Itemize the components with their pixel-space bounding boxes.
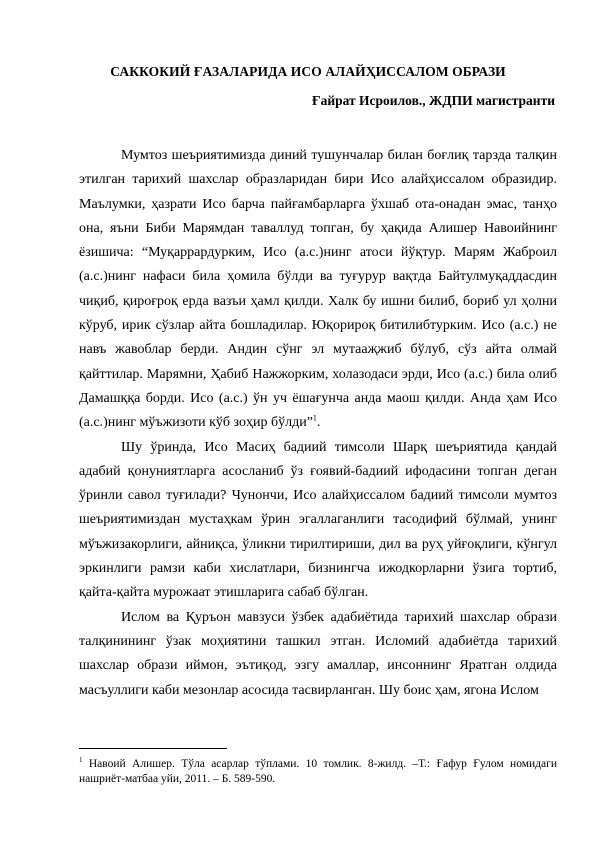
paragraph-1 [79,144,557,436]
footnote-ref[interactable]: 1 [312,413,317,423]
paragraph-3: Ислом ва Қуръон мавзуси ўзбек адабиётида тарихий шахслар образи талқинининг ўзак моҳиятини ташкил этган. Исломий адабиётда тарихий шахслар образи иймон, эътиқод, эзгу амаллар, инсоннинг Яратган олдида масъуллиги каби мезонлар асосида тасвирланган. Шу боис ҳам, ягона Ислом [79,609,557,698]
footnote-text: Навоий Алишер. Тўла асарлар тўплами. 10 томлик. 8-жилд. –Т.: Ғафур Ғулом номидаги нашриёт-матбаа уйи, 2011. – Б. 589-590. [79,758,558,785]
paragraph-1-text: Мумтоз шеъриятимизда диний тушунчалар билан боғлиқ тарзда талқин этилган тарихий шахслар образларидан бири Исо алайҳиссалом образидир. Маълумки, ҳазрати Исо барча пайғамбарларга ўхшаб ота-онадан эмас, танҳо она, яъни Биби Марямдан таваллуд топган, бу ҳақида Алишер Навоийнинг ёзишича: “Муқаррардурким, Исо (а.с.)нинг атоси йўқтур. Марям Жаброил (а.с.)нинг нафаси била ҳомила бўлди ва туғурур вақтда Байтулмуқаддасдин чиқиб, қироғроқ ерда вазъи ҳамл қилди. Халк бу ишни билиб, бориб ул ҳолни кўруб, ирик сўзлар айта бошладилар. Юқорироқ битилибтурким. Исо (а.с.) не навъ жавоблар берди. Андин сўнг эл мутааҗжиб бўлуб, сўз айта олмай қайттилар. Марямни, Ҳабиб Нажжорким, холазодаси эрди, Исо (а.с.) била олиб Дамашққа борди. Исо (а.с.) ўн уч ёшағунча анда маош қилди. Анда ҳам Исо (а.с.)нинг мўъжизоти кўб зоҳир бўлди” [79,148,557,431]
paragraph-1-end: . [316,415,321,431]
footnote-divider [79,748,227,749]
paper-title: САККОКИЙ ҒАЗАЛАРИДА ИСО АЛАЙҲИССАЛОМ ОБРАЗИ [110,64,506,79]
paragraph-2: Шу ўринда, Исо Масиҳ бадиий тимсоли Шарқ шеъриятида қандай адабий қонуниятларга асосланиб ўз ғоявий-бадиий ифодасини топган деган ўринли савол туғилади? Чунончи, Исо алайҳиссалом бадиий тимсоли мумтоз шеъриятимиздан мустаҳкам ўрин эгаллаганлиги тасодифий бўлмай, унинг мўъжизакорлиги, айниқса, ўликни тирилтириши, дил ва руҳ уйғоқлиги, кўнгул эркинлиги рамзи каби хислатлари, бизнингча ижодкорларни ўзига тортиб, қайта-қайта мурожаат этишларига сабаб бўлган. [79,439,557,601]
body-text [79,144,557,703]
author-line: Ғайрат Исроилов., ЖДПИ магистранти [312,93,555,108]
footnote [79,757,557,787]
footnote-number: 1 [79,756,83,765]
